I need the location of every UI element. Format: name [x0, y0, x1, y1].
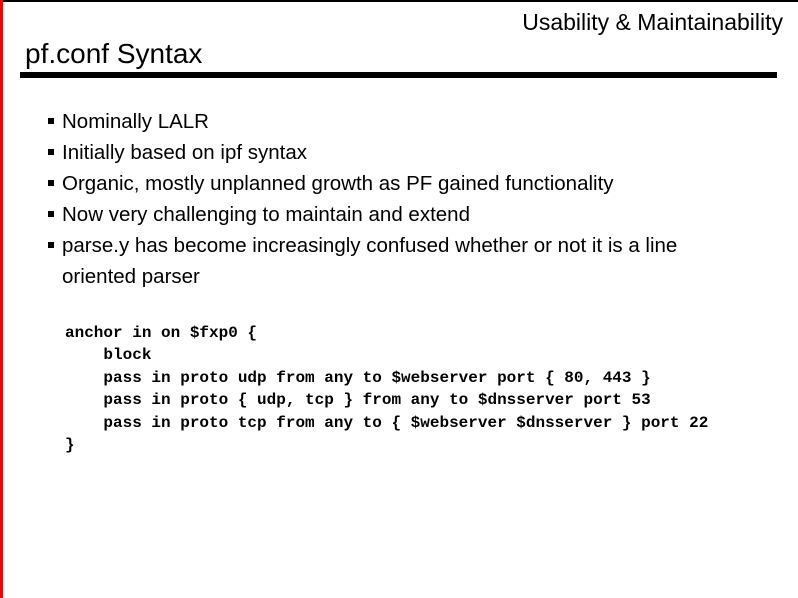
bullet-item: parse.y has become increasingly confused whether or not it is a line oriented parser: [48, 230, 740, 292]
code-line: block: [65, 346, 152, 365]
bullet-item: Initially based on ipf syntax: [48, 137, 740, 168]
top-border-line: [0, 0, 798, 2]
page-title: pf.conf Syntax: [25, 38, 203, 69]
code-line: pass in proto { udp, tcp } from any to $dnsserver port 53: [65, 391, 651, 410]
code-line: pass in proto tcp from any to { $webserver $dnsserver } port 22: [65, 413, 709, 432]
code-line: pass in proto udp from any to $webserver port { 80, 443 }: [65, 368, 651, 387]
slide-header-topic: Usability & Maintainability: [522, 9, 783, 35]
code-line: }: [65, 436, 75, 455]
code-line: anchor in on $fxp0 {: [65, 324, 258, 342]
left-red-border: [0, 0, 3, 598]
code-block: [65, 322, 708, 456]
bullet-list: [48, 106, 740, 292]
bullet-item: Nominally LALR: [48, 106, 740, 137]
title-underline: [20, 72, 777, 78]
bullet-item: Now very challenging to maintain and extend: [48, 199, 740, 230]
bullet-item: Organic, mostly unplanned growth as PF gained functionality: [48, 168, 740, 199]
